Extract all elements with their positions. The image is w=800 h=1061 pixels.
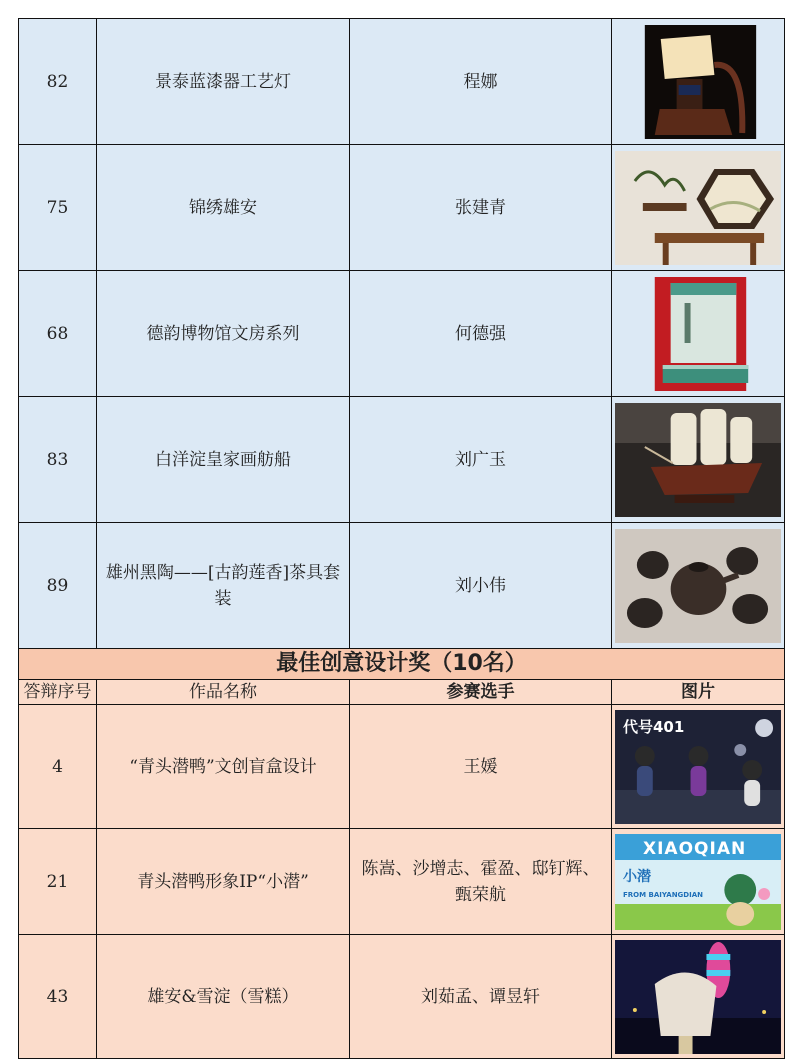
stationery-box-photo	[615, 277, 781, 391]
header-picture: 图片	[612, 680, 785, 705]
author-name: 刘广玉	[350, 397, 612, 523]
author-name: 程娜	[350, 19, 612, 145]
work-name: “青头潜鸭”文创盲盒设计	[97, 705, 350, 829]
sailing-ship-photo	[615, 403, 781, 517]
photo-caption: XIAOQIAN	[643, 838, 747, 859]
table-row	[19, 523, 785, 649]
duck-ip-poster-photo	[615, 834, 781, 930]
header-name: 作品名称	[97, 680, 350, 705]
work-name: 青头潜鸭形象IP“小潜”	[97, 829, 350, 935]
author-name: 张建青	[350, 145, 612, 271]
work-name: 德韵博物馆文房系列	[97, 271, 350, 397]
entry-number: 83	[19, 397, 97, 523]
entry-number: 89	[19, 523, 97, 649]
section-title: 最佳创意设计奖（10名）	[19, 649, 785, 680]
author-name: 王媛	[350, 705, 612, 829]
entry-number: 68	[19, 271, 97, 397]
author-name: 刘小伟	[350, 523, 612, 649]
work-name: 白洋淀皇家画舫船	[97, 397, 350, 523]
photo-caption: FROM BAIYANGDIAN	[623, 890, 703, 899]
table-row	[19, 705, 785, 829]
awards-table	[18, 18, 785, 1059]
section-title-row	[19, 649, 785, 680]
entry-number: 4	[19, 705, 97, 829]
embroidery-screen-photo	[615, 151, 781, 265]
lacquer-lamp-photo	[615, 25, 781, 139]
header-author: 参赛选手	[350, 680, 612, 705]
work-name: 锦绣雄安	[97, 145, 350, 271]
table-row	[19, 829, 785, 935]
entry-number: 21	[19, 829, 97, 935]
photo-caption: 小潜	[623, 868, 651, 885]
entry-number: 82	[19, 19, 97, 145]
duck-blind-box-photo	[615, 710, 781, 824]
table-row	[19, 935, 785, 1059]
author-name: 何德强	[350, 271, 612, 397]
work-name: 雄安&雪淀（雪糕）	[97, 935, 350, 1059]
author-name: 陈嵩、沙增志、霍盈、邸钉辉、甄荣航	[350, 829, 612, 935]
header-number: 答辩序号	[19, 680, 97, 705]
table-row	[19, 19, 785, 145]
header-row	[19, 680, 785, 705]
table-row	[19, 145, 785, 271]
entry-number: 43	[19, 935, 97, 1059]
entry-number: 75	[19, 145, 97, 271]
ice-cream-photo	[615, 940, 781, 1054]
photo-caption: 代号401	[623, 717, 685, 736]
work-name: 雄州黑陶——[古韵莲香]茶具套装	[97, 523, 350, 649]
table-row	[19, 397, 785, 523]
black-pottery-tea-set-photo	[615, 529, 781, 643]
work-name: 景泰蓝漆器工艺灯	[97, 19, 350, 145]
author-name: 刘茹孟、谭昱轩	[350, 935, 612, 1059]
table-row	[19, 271, 785, 397]
